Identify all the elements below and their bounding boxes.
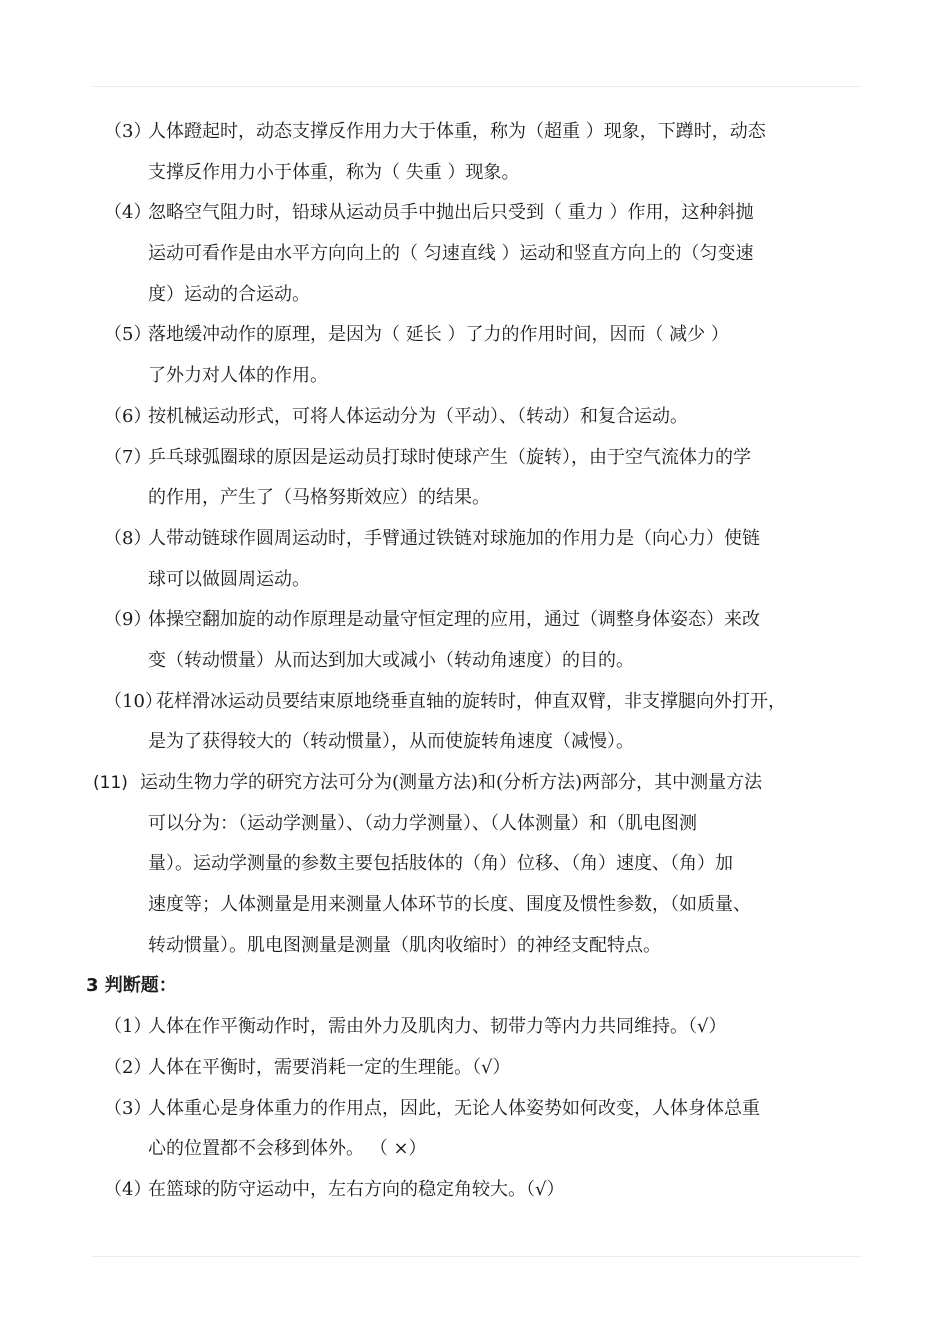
list-item [0, 1089, 950, 1170]
item-line: 量）。运动学测量的参数主要包括肢体的（角）位移、（角）速度、（角）加 [148, 853, 733, 875]
list-item [0, 519, 950, 600]
item-line: 人体重心是身体重力的作用点，因此，无论人体姿势如何改变，人体身体总重 [148, 1097, 760, 1119]
item-number: （3） [104, 1097, 152, 1119]
item-number: （4） [104, 202, 152, 224]
item-number: (11) [93, 773, 128, 793]
item-line: 了外力对人体的作用。 [148, 365, 328, 387]
item-line: 人体在作平衡动作时，需由外力及肌肉力、韧带力等内力共同维持。（√） [148, 1016, 727, 1038]
item-line: 体操空翻加旋的动作原理是动量守恒定理的应用，通过（调整身体姿态）来改 [148, 609, 760, 631]
list-item [0, 193, 950, 315]
list-item [0, 763, 950, 966]
item-line: 转动惯量）。肌电图测量是测量（肌肉收缩时）的神经支配特点。 [148, 934, 661, 956]
list-item [0, 397, 950, 438]
item-line: 球可以做圆周运动。 [148, 568, 310, 590]
item-line: 可以分为：（运动学测量）、（动力学测量）、（人体测量）和（肌电图测 [148, 812, 697, 834]
page-content [0, 112, 950, 1211]
item-line: 运动可看作是由水平方向向上的（ 匀速直线 ）运动和竖直方向上的（匀变速 [148, 243, 754, 265]
item-number: （8） [104, 527, 152, 549]
item-line: 支撑反作用力小于体重，称为（ 失重 ）现象。 [148, 161, 520, 183]
list-item [0, 600, 950, 681]
item-line: 花样滑冰运动员要结束原地绕垂直轴的旋转时，伸直双臂，非支撑腿向外打开， [156, 690, 786, 712]
item-line: 的作用，产生了（马格努斯效应）的结果。 [148, 487, 490, 509]
item-line: 心的位置都不会移到体外。 （ ×） [148, 1138, 427, 1160]
item-line: 是为了获得较大的（转动惯量），从而使旋转角速度（减慢）。 [148, 731, 634, 753]
list-item [0, 682, 950, 763]
item-line: 度）运动的合运动。 [148, 283, 310, 305]
list-item [0, 1007, 950, 1048]
item-line: 变（转动惯量）从而达到加大或减小（转动角速度）的目的。 [148, 649, 634, 671]
item-line: 乒乓球弧圈球的原因是运动员打球时使球产生（旋转），由于空气流体力的学 [148, 446, 751, 468]
list-item [0, 1048, 950, 1089]
item-line: 按机械运动形式，可将人体运动分为（平动）、（转动）和复合运动。 [148, 405, 688, 427]
list-item [0, 315, 950, 396]
list-item [0, 438, 950, 519]
item-number: （9） [104, 609, 152, 631]
item-line: 速度等；人体测量是用来测量人体环节的长度、围度及惯性参数，（如质量、 [148, 894, 751, 916]
item-number: （6） [104, 405, 152, 427]
list-item [0, 112, 950, 193]
item-line: 人带动链球作圆周运动时，手臂通过铁链对球施加的作用力是（向心力）使链 [148, 527, 760, 549]
item-number: （7） [104, 446, 152, 468]
top-divider [92, 86, 862, 87]
section-title: 3 判断题： [86, 975, 177, 997]
item-number: （3） [104, 121, 152, 142]
item-number: （4） [104, 1178, 152, 1200]
item-number: （10） [104, 690, 163, 712]
item-line: 在篮球的防守运动中，左右方向的稳定角较大。（√） [148, 1178, 565, 1200]
item-line: 人体蹬起时，动态支撑反作用力大于体重，称为（超重 ）现象，下蹲时，动态 [148, 121, 766, 142]
item-number: （1） [104, 1016, 152, 1038]
item-line: 人体在平衡时，需要消耗一定的生理能。（√） [148, 1056, 511, 1078]
list-item [0, 1170, 950, 1211]
item-line: 运动生物力学的研究方法可分为(测量方法)和(分析方法)两部分，其中测量方法 [140, 772, 763, 793]
item-number: （2） [104, 1056, 152, 1078]
item-line: 落地缓冲动作的原理，是因为（ 延长 ）了力的作用时间，因而（ 减少 ） [148, 324, 729, 346]
item-line: 忽略空气阻力时，铅球从运动员手中抛出后只受到（ 重力 ）作用，这种斜抛 [148, 202, 754, 224]
item-number: （5） [104, 324, 152, 346]
bottom-divider [92, 1256, 862, 1257]
